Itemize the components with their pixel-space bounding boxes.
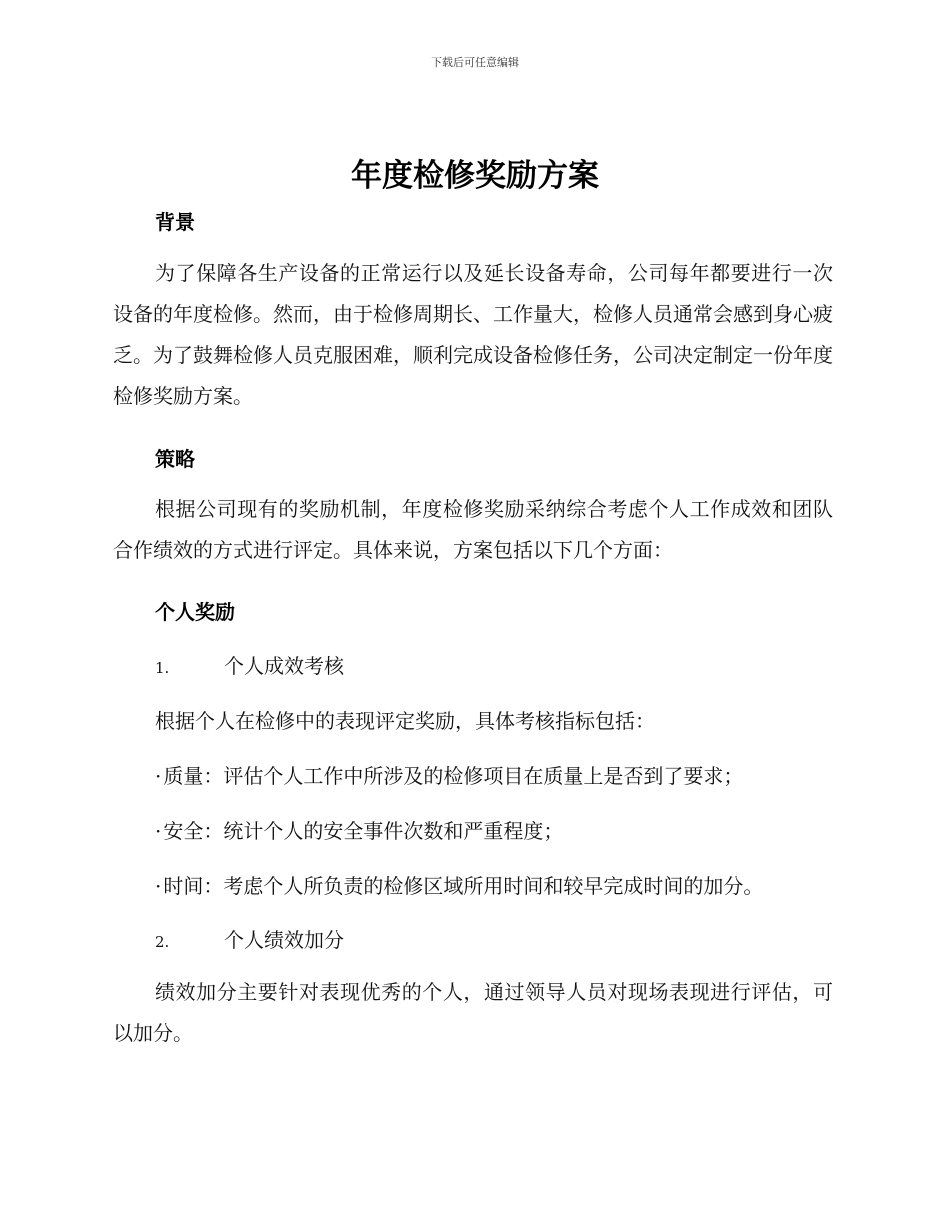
item2-body [113, 972, 833, 1054]
bullet-item-safety [155, 815, 563, 844]
bullet-dot-icon: · [155, 874, 162, 898]
item-number: 2. [155, 933, 170, 951]
bullet-item-quality [155, 760, 743, 789]
bullet-text: 时间：考虑个人所负责的检修区域所用时间和较早完成时间的加分。 [163, 874, 764, 898]
section-body-strategy [113, 489, 833, 571]
header-note: 下载后可任意编辑 [431, 56, 519, 69]
item1-intro: 根据个人在检修中的表现评定奖励，具体考核指标包括： [155, 709, 655, 733]
section-heading-strategy: 策略 [155, 447, 195, 471]
document-title: 年度检修奖励方案 [351, 158, 599, 194]
section-heading-personal-reward: 个人奖励 [155, 600, 235, 624]
bullet-dot-icon: · [155, 819, 162, 843]
section-body-background [113, 253, 833, 417]
numbered-item-2 [155, 924, 344, 953]
item2-paragraph: 绩效加分主要针对表现优秀的个人，通过领导人员对现场表现进行评估，可以加分。 [113, 980, 833, 1045]
item-number: 1. [155, 659, 170, 677]
strategy-paragraph: 根据公司现有的奖励机制，年度检修奖励采纳综合考虑个人工作成效和团队合作绩效的方式进行评定。具体来说，方案包括以下几个方面： [113, 497, 833, 562]
item-label: 个人成效考核 [224, 654, 344, 678]
item-label: 个人绩效加分 [224, 928, 344, 952]
background-paragraph: 为了保障各生产设备的正常运行以及延长设备寿命，公司每年都要进行一次设备的年度检修。然而，由于检修周期长、工作量大，检修人员通常会感到身心疲乏。为了鼓舞检修人员克服困难，顺利完成设备检修任务，公司决定制定一份年度检修奖励方案。 [113, 261, 833, 408]
section-heading-background: 背景 [155, 210, 195, 234]
bullet-text: 质量：评估个人工作中所涉及的检修项目在质量上是否到了要求； [163, 764, 744, 788]
bullet-item-time [155, 870, 763, 899]
bullet-dot-icon: · [155, 764, 162, 788]
numbered-item-1 [155, 650, 344, 679]
bullet-text: 安全：统计个人的安全事件次数和严重程度； [163, 819, 564, 843]
